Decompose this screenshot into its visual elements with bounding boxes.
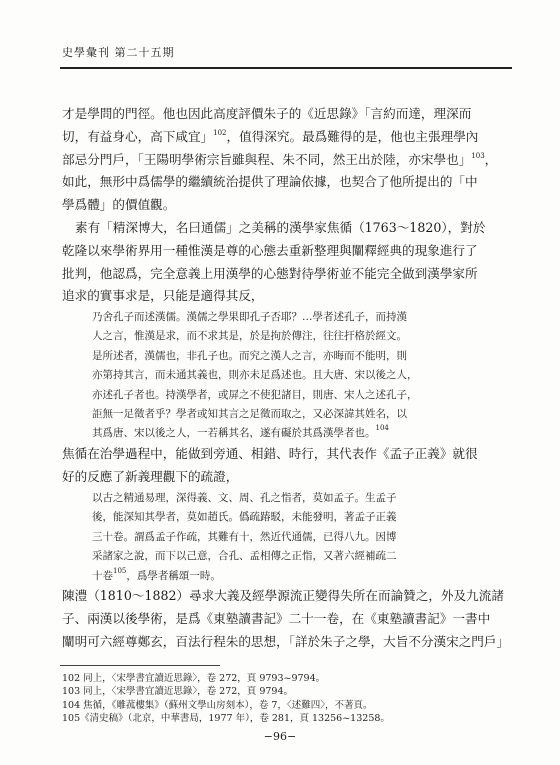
quote-line [92,424,482,443]
footnote-ref-105[interactable]: 105 [113,566,127,575]
footnote-105: 105《清史稿》（北京，中華書局，1977 年），卷 281，頁 13256~13258。 [62,713,390,725]
text-line: 陳澧（1810～1882）尋求大義及經學源流正變得失所在而論贊之，外及九流諸 [62,588,504,603]
block-quote-2 [92,489,482,586]
paragraph-2 [62,217,510,308]
quote-line: 是所述者，漢儒也，非孔子也。而究之漢人之言，亦晦而不能明，則 [92,349,407,362]
text-line [62,126,510,149]
quote-line: 後，能深知其學者，莫如趙氏。僞疏踳駁，未能發明，著孟子正義 [92,511,397,524]
text-span: ， [484,151,498,167]
text-line: 才是學問的門徑。他也因此高度評價朱子的《近思錄》「言約而達，理深而 [62,106,472,121]
header-rule [60,67,512,69]
text-span: 十卷 [92,569,113,582]
quote-line: 人之言，惟漢是求，而不求其是，於是拘於傳注，往往扞格於經文。 [92,330,407,343]
footnote-ref-104[interactable]: 104 [375,424,389,433]
quote-line [92,567,482,586]
quote-line: 三十卷。謂爲孟子作疏，其難有十，然近代通儒，已得八九。因博 [92,530,397,543]
text-line: 如此，無形中爲儒學的繼續統治提供了理論依據，也契合了他所提出的「中 [62,174,478,190]
text-line: 焦循在治學過程中，能做到旁通、相錯、時行，其代表作《孟子正義》就很 [62,446,478,461]
text-line [62,149,510,172]
page-number: −96− [263,730,297,743]
text-line: 素有「精深博大，名曰通儒」之美稱的漢學家焦循（1763～1820），對於 [75,220,486,235]
text-span: 其爲唐、宋以後之人，一若稱其名，遂有礙於其爲漢學者也。 [92,427,376,440]
footnote-103: 103 同上，〈宋學書宜讀近思錄〉，卷 272，頁 9794。 [62,686,294,698]
quote-line: 乃舍孔子而述漢儒。漢儒之學果即孔子否耶？…學者述孔子，而持漢 [92,311,407,323]
running-header: 史學彙刊 第二十五期 [62,46,175,59]
paragraph-4 [62,585,510,653]
quote-line: 詎無一足徵者乎？學者或知其言之足徵而取之，又必深諱其姓名，以 [92,407,407,420]
quote-line: 亦第持其言，而未通其義也，則亦未足爲述也。且大唐、宋以後之人， [92,369,418,382]
text-span: 部忌分門戶，「王陽明學術宗旨雖與程、朱不同，然王出於陸，亦宋學也」 [62,151,472,167]
paragraph-3 [62,443,510,489]
text-line: 批判，他認爲，完全意義上用漢學的心態對待學術並不能完全做到漢學家所 [62,265,478,281]
text-line: 闡明可六經尊鄭玄，百法行程朱的思想，「詳於朱子之學，大旨不分漢宋之門戶」 [62,633,510,649]
text-span: ，爲學者稱頌一時。 [126,569,221,582]
footnote-ref-103[interactable]: 103 [471,151,485,160]
footnote-104: 104 焦循，《雕菰樓集》（蘇州文學山房刻本），卷 7，〈述難四〉，不著頁。 [62,699,373,711]
text-span: ，值得深究。最爲難得的是，他也主張理學內 [226,128,479,144]
footnote-rule [60,665,220,666]
text-line: 子、兩漢以後學術，是爲《東塾讀書記》二十一卷，在《東塾讀書記》一書中 [62,610,491,626]
text-line: 學爲體」的價值觀。 [62,197,176,213]
quote-line: 采諸家之說，而下以己意，合孔、孟相傳之正恉，又著六經補疏二 [92,550,397,563]
quote-line: 亦述孔子者也。持漢學者，或屏之不使犯諸目，則唐、宋人之述孔子， [92,388,418,401]
block-quote-1 [92,308,482,444]
text-line: 乾隆以來學術界用一種惟漢是尊的心態去重新整理與闡釋經典的現象進行了 [62,242,478,258]
quote-line: 以古之精通易理，深得義、文、周、孔之恉者，莫如孟子。生孟子 [92,492,397,504]
text-line: 追求的實事求是，只能是適得其反， [62,288,264,304]
text-line: 好的反應了新義理觀下的疏證， [62,468,239,484]
footnote-ref-102[interactable]: 102 [213,128,227,137]
footnotes [62,672,502,726]
text-span: 切，有益身心，高下咸宜」 [62,128,214,144]
footnote-102: 102 同上，〈宋學書宜讀近思錄〉，卷 272，頁 9793~9794。 [62,673,326,684]
paragraph-1 [62,103,510,217]
